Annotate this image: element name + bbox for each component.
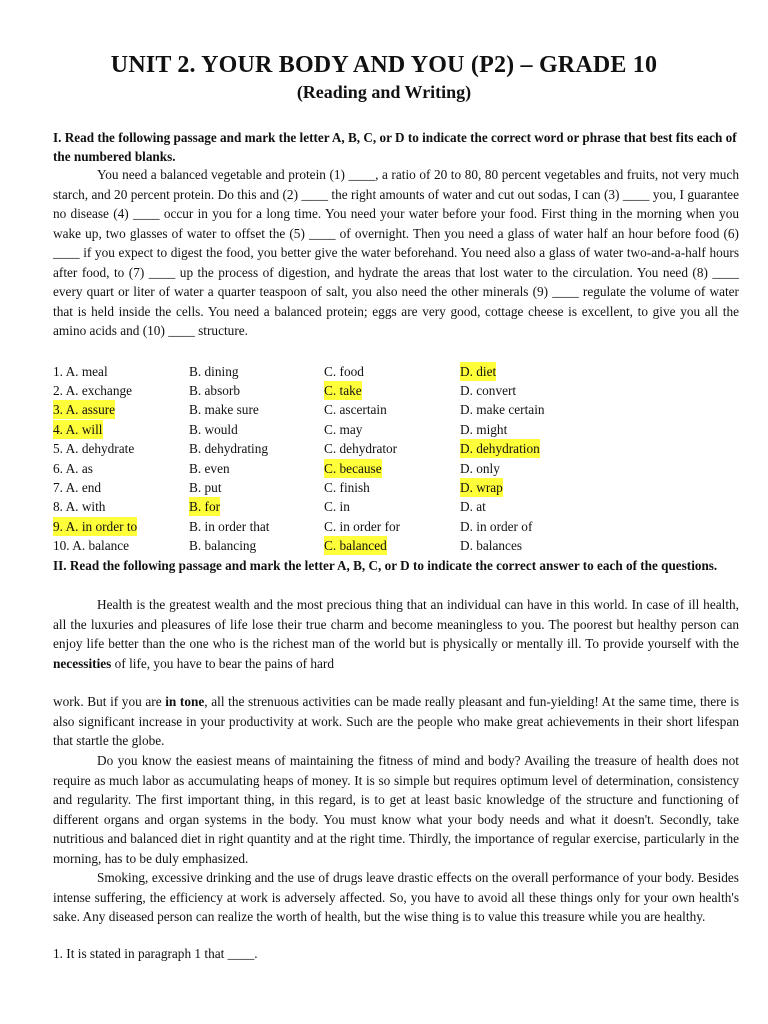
option-c: C. in <box>324 499 350 514</box>
section1-heading: I. Read the following passage and mark the letter A, B, C, or D to indicate the correct word or phrase that best fits each of the numbered blanks. <box>53 130 737 165</box>
option-b: B. dehydrating <box>189 441 269 456</box>
option-row <box>53 517 743 536</box>
option-d-answer: D. dehydration <box>460 441 540 456</box>
option-d: D. at <box>460 499 486 514</box>
option-a-answer: 9. A. in order to <box>53 519 138 534</box>
option-d-answer: D. diet <box>460 364 497 379</box>
option-row <box>53 478 743 497</box>
section2-paragraph-2: Do you know the easiest means of maintaining the fitness of mind and body? Availing the treasure of health does not require as much labor as accumulating heaps of money. It is so simple but requires optimum level of determination, consistency and regularity. The first important thing, in this regard, is to get at least basic knowledge of the structure and functioning of different organs and organ systems in the body. You must know what your body needs and what it doesn't. Secondly, take nutritious and balanced diet in right quantity and at the right time. Thirdly, the importance of regular exercise, particularly in the morning, has to be duly emphasized. <box>53 753 739 866</box>
option-c: C. dehydrator <box>324 441 398 456</box>
option-c: C. finish <box>324 480 370 495</box>
option-d: D. only <box>460 461 500 476</box>
option-a: 10. A. balance <box>53 538 130 553</box>
paragraph-text: of life, you have to bear the pains of hard <box>111 655 334 671</box>
option-a: 5. A. dehydrate <box>53 441 135 456</box>
option-c: C. in order for <box>324 519 401 534</box>
option-a: 6. A. as <box>53 461 93 476</box>
highlight-term-necessities: necessities <box>53 655 112 671</box>
option-row <box>53 400 743 419</box>
option-c-answer: C. take <box>324 383 362 398</box>
highlight-term-in-tone: in tone <box>165 694 205 709</box>
option-c: C. may <box>324 422 363 437</box>
paragraph-text: Health is the greatest wealth and the most precious thing that an individual can have in this world. In case of ill health, all the luxuries and pleasures of life lose their true charm and become meaningless to you. The poorest but healthy person can enjoy life better than the one who is the richest man of the world but is physically or mentally ill. To provide yourself with the <box>53 597 739 651</box>
option-row <box>53 497 743 516</box>
option-c: C. food <box>324 364 364 379</box>
option-row <box>53 362 743 381</box>
option-b: B. even <box>189 461 230 476</box>
option-a-answer: 3. A. assure <box>53 402 116 417</box>
section2-paragraph-1-cont <box>53 692 739 751</box>
option-row <box>53 420 743 439</box>
paragraph-text: work. But if you are <box>53 694 166 709</box>
section2-paragraph-1 <box>53 595 739 673</box>
option-d: D. convert <box>460 383 517 398</box>
option-a-answer: 4. A. will <box>53 422 103 437</box>
paragraph-text: , all the strenuous activities can be made really pleasant and fun-yielding! At the same time, there is also significant increase in your productivity at work. Such are the people who make great achievements in their short lifespan that startle the globe. <box>53 694 739 748</box>
page-subtitle: (Reading and Writing) <box>296 82 472 102</box>
option-d: D. balances <box>460 538 523 553</box>
option-b: B. in order that <box>189 519 270 534</box>
section1-passage: You need a balanced vegetable and protein (1) ____, a ratio of 20 to 80, 80 percent vegetables and fruits, not very much starch, and 20 percent protein. Do this and (2) ____ the right amounts of water and cut out sodas, I can (3) ____ you, I guarantee no disease (4) ____ occur in you for a long time. You need your water before your food. First thing in the morning when you wake up, two glasses of water to offset the (5) ____ of overnight. Then you need a glass of water half an hour before food (6) ____ if you expect to digest the food, you better give the water beforehand. You need also a glass of water two-and-a-half hours after food, to (7) ____ up the process of digestion, and hydrate the areas that lost water to the circulation. You need (8) ____ every quart or liter of water a quarter teaspoon of salt, you also need the other minerals (9) ____ regulate the volume of water that is held inside the cells. You need a balanced protein; eggs are very good, cottage cheese is excellent, to give you all the amino acids and (10) ____ structure. <box>53 167 739 338</box>
option-b: B. put <box>189 480 222 495</box>
section2-heading: II. Read the following passage and mark the letter A, B, C, or D to indicate the correct answer to each of the questions. <box>53 558 718 573</box>
option-a: 2. A. exchange <box>53 383 133 398</box>
option-d: D. in order of <box>460 519 533 534</box>
option-c-answer: C. because <box>324 461 382 476</box>
option-a: 1. A. meal <box>53 364 108 379</box>
question-1: 1. It is stated in paragraph 1 that ____. <box>53 946 258 961</box>
section2-paragraph-3: Smoking, excessive drinking and the use of drugs leave drastic effects on the overall performance of your body. Besides intense suffering, the efficiency at work is adversely affected. So, you have to avoid all these things only for your own health's sake. Any diseased person can realize the worth of health, but the wise thing is to value this treasure while you are healthy. <box>53 870 739 924</box>
page-title: UNIT 2. YOUR BODY AND YOU (P2) – GRADE 10 <box>110 52 658 78</box>
option-b: B. dining <box>189 364 239 379</box>
option-b: B. absorb <box>189 383 240 398</box>
option-b: B. make sure <box>189 402 259 417</box>
option-b: B. would <box>189 422 238 437</box>
option-row <box>53 381 743 400</box>
option-a: 8. A. with <box>53 499 106 514</box>
option-row <box>53 439 743 458</box>
option-d: D. might <box>460 422 508 437</box>
option-row <box>53 536 743 555</box>
option-b: B. balancing <box>189 538 257 553</box>
option-d-answer: D. wrap <box>460 480 503 495</box>
option-row <box>53 459 743 478</box>
option-a: 7. A. end <box>53 480 102 495</box>
option-c-answer: C. balanced <box>324 538 387 553</box>
option-d: D. make certain <box>460 402 545 417</box>
option-c: C. ascertain <box>324 402 387 417</box>
option-b-answer: B. for <box>189 499 221 514</box>
